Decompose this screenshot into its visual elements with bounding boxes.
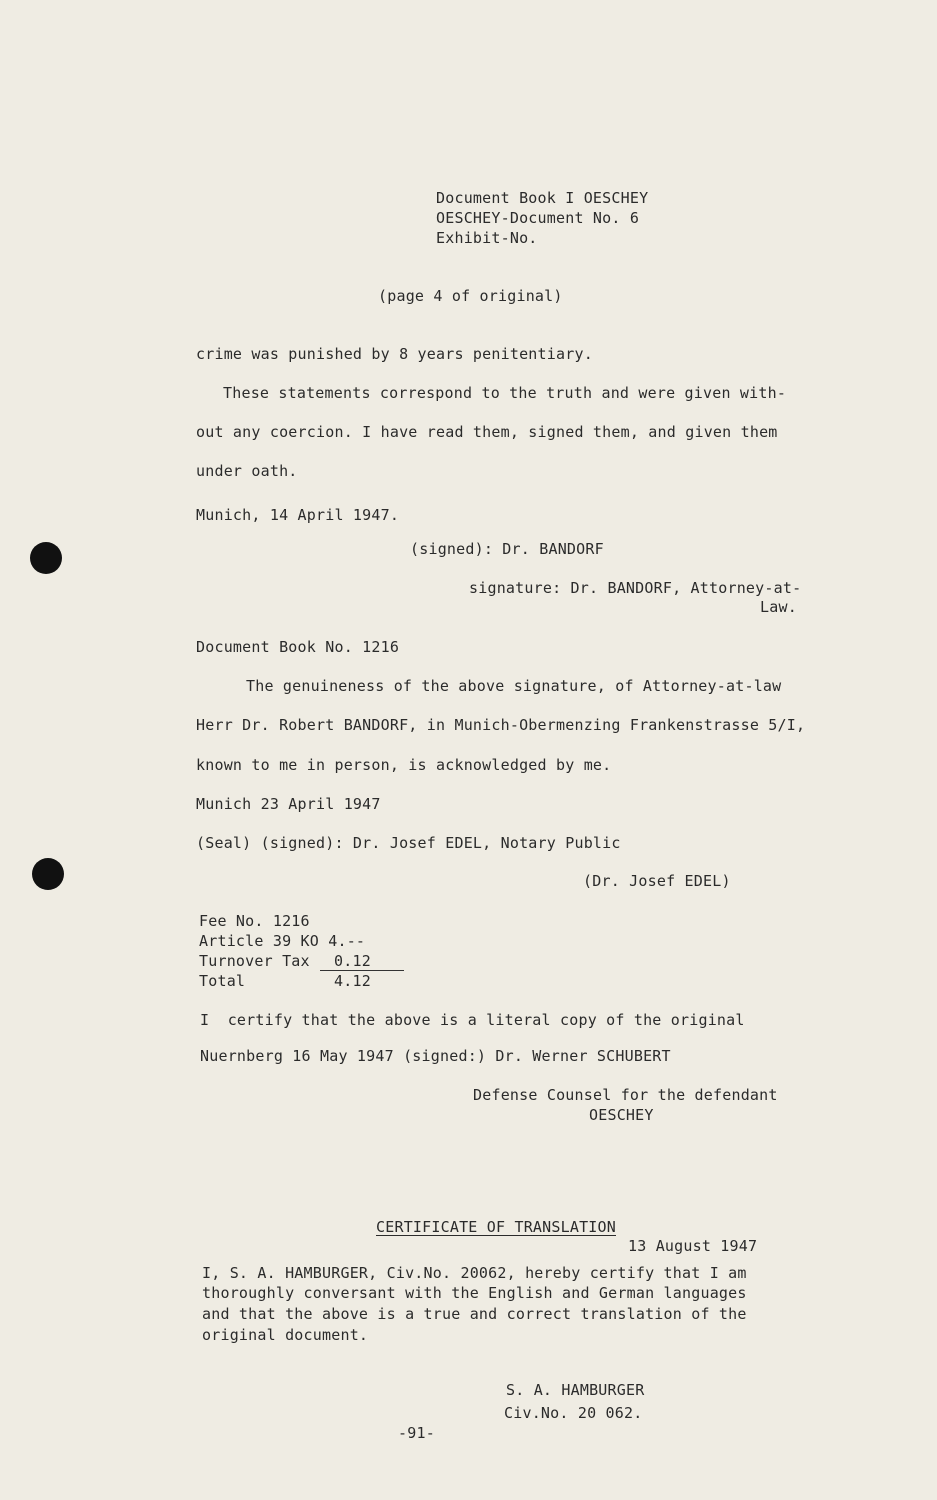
translation-line: and that the above is a true and correct translation of the xyxy=(202,1305,747,1323)
paragraph-line: These statements correspond to the truth and were given with- xyxy=(223,384,787,402)
header-line-1: Document Book I OESCHEY xyxy=(436,189,649,207)
paragraph-line: out any coercion. I have read them, signed them, and given them xyxy=(196,423,778,441)
certify-line: I certify that the above is a literal copy of the original xyxy=(200,1011,745,1029)
translator-civ-number: Civ.No. 20 062. xyxy=(504,1404,643,1422)
counsel-role-name: OESCHEY xyxy=(589,1106,654,1124)
fee-turnover-label: Turnover Tax xyxy=(199,952,310,970)
page-reference: (page 4 of original) xyxy=(378,287,563,305)
date-line: Munich 23 April 1947 xyxy=(196,795,381,813)
notary-name-line: (Dr. Josef EDEL) xyxy=(583,872,731,890)
counsel-role: Defense Counsel for the defendant xyxy=(473,1086,778,1104)
fee-number: Fee No. 1216 xyxy=(199,912,310,930)
fee-sum-line xyxy=(320,970,404,971)
page-number: -91- xyxy=(398,1424,435,1442)
translation-line: thoroughly conversant with the English and German languages xyxy=(202,1284,747,1302)
header-line-2: OESCHEY-Document No. 6 xyxy=(436,209,640,227)
translator-name: S. A. HAMBURGER xyxy=(506,1381,645,1399)
punch-hole xyxy=(32,858,64,890)
punch-hole xyxy=(30,542,62,574)
signature-line: signature: Dr. BANDORF, Attorney-at- xyxy=(469,579,802,597)
signature-line-continued: Law. xyxy=(760,598,797,616)
translation-date: 13 August 1947 xyxy=(628,1237,758,1255)
date-line: Munich, 14 April 1947. xyxy=(196,506,400,524)
paragraph-line: under oath. xyxy=(196,462,298,480)
paragraph-line: Herr Dr. Robert BANDORF, in Munich-Obermenzing Frankenstrasse 5/I, xyxy=(196,716,806,734)
paragraph-line: crime was punished by 8 years penitentiary. xyxy=(196,345,593,363)
translation-line: I, S. A. HAMBURGER, Civ.No. 20062, hereby certify that I am xyxy=(202,1264,747,1282)
paragraph-line: known to me in person, is acknowledged by me. xyxy=(196,756,612,774)
fee-article: Article 39 KO 4.-- xyxy=(199,932,366,950)
translation-title: CERTIFICATE OF TRANSLATION xyxy=(376,1218,616,1236)
fee-turnover-value: 0.12 xyxy=(334,952,371,970)
certify-line: Nuernberg 16 May 1947 (signed:) Dr. Werner SCHUBERT xyxy=(200,1047,671,1065)
translation-line: original document. xyxy=(202,1326,369,1344)
seal-line: (Seal) (signed): Dr. Josef EDEL, Notary Public xyxy=(196,834,621,852)
fee-total-label: Total xyxy=(199,972,246,990)
header-line-3: Exhibit-No. xyxy=(436,229,538,247)
document-book-line: Document Book No. 1216 xyxy=(196,638,400,656)
fee-total-value: 4.12 xyxy=(334,972,371,990)
paragraph-line: The genuineness of the above signature, of Attorney-at-law xyxy=(246,677,782,695)
signed-line: (signed): Dr. BANDORF xyxy=(410,540,604,558)
